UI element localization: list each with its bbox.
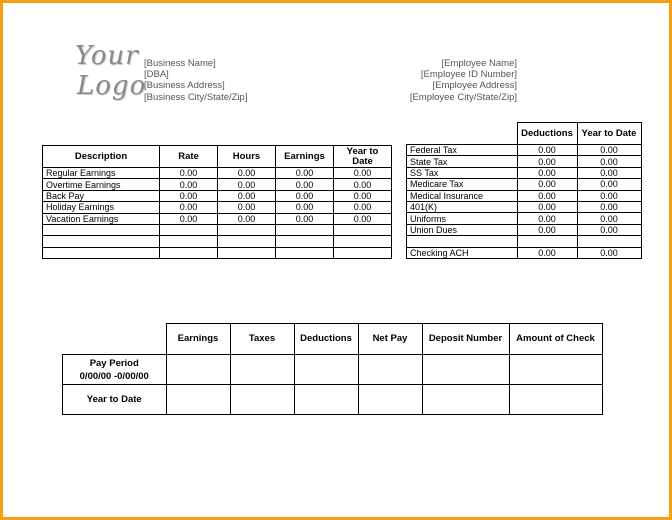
table-row-empty	[43, 247, 392, 258]
pay-period-label: Pay Period 0/00/00 -0/00/00	[63, 355, 167, 385]
table-row: SS Tax 0.00 0.00	[407, 167, 642, 178]
employee-name: [Employee Name]	[441, 58, 517, 69]
business-city: [Business City/State/Zip]	[144, 91, 248, 103]
col-sum-netpay: Net Pay	[358, 324, 422, 355]
table-row: Union Dues 0.00 0.00	[407, 224, 642, 235]
earnings-table	[42, 145, 392, 259]
col-sum-deposit: Deposit Number	[422, 324, 509, 355]
col-deductions: Deductions	[517, 123, 577, 145]
table-row: Back Pay 0.00 0.00 0.00 0.00	[43, 190, 392, 201]
col-hours: Hours	[218, 146, 276, 168]
col-ded-ytd: Year to Date	[577, 123, 641, 145]
table-row	[63, 385, 603, 415]
table-row: 401(K) 0.00 0.00	[407, 201, 642, 212]
col-ytd: Year to Date	[334, 146, 392, 168]
logo-placeholder: Your Logo	[75, 41, 147, 101]
business-info	[144, 58, 247, 103]
table-row-empty	[43, 224, 392, 235]
table-row: State Tax 0.00 0.00	[407, 156, 642, 167]
table-row: Holiday Earnings 0.00 0.00 0.00 0.00	[43, 202, 392, 213]
employee-city: [Employee City/State/Zip]	[409, 91, 517, 103]
col-sum-check: Amount of Check	[509, 324, 602, 355]
employee-id: [Employee ID Number]	[420, 69, 517, 81]
table-row	[63, 355, 603, 385]
table-row: Medical Insurance 0.00 0.00	[407, 190, 642, 201]
col-rate: Rate	[160, 146, 218, 168]
business-name: [Business Name]	[144, 58, 216, 69]
table-row: Overtime Earnings 0.00 0.00 0.00 0.00	[43, 179, 392, 190]
table-row: Federal Tax 0.00 0.00	[407, 145, 642, 156]
col-sum-earnings: Earnings	[166, 324, 230, 355]
business-address: [Business Address]	[144, 80, 225, 92]
employee-info	[410, 58, 517, 103]
col-sum-deductions: Deductions	[294, 324, 358, 355]
table-row: Checking ACH 0.00 0.00	[407, 247, 642, 258]
table-row: Regular Earnings 0.00 0.00 0.00 0.00	[43, 168, 392, 179]
table-row: Vacation Earnings 0.00 0.00 0.00 0.00	[43, 213, 392, 224]
table-row: Uniforms 0.00 0.00	[407, 213, 642, 224]
pay-summary-table	[62, 323, 603, 415]
table-row: Medicare Tax 0.00 0.00	[407, 179, 642, 190]
business-dba: [DBA]	[144, 69, 169, 81]
table-row-empty	[43, 236, 392, 247]
col-description: Description	[43, 146, 160, 168]
deductions-table	[406, 122, 642, 259]
col-sum-taxes: Taxes	[230, 324, 294, 355]
employee-address: [Employee Address]	[432, 80, 517, 92]
table-row-empty	[407, 236, 642, 247]
col-earnings: Earnings	[276, 146, 334, 168]
ytd-label: Year to Date	[63, 385, 167, 415]
